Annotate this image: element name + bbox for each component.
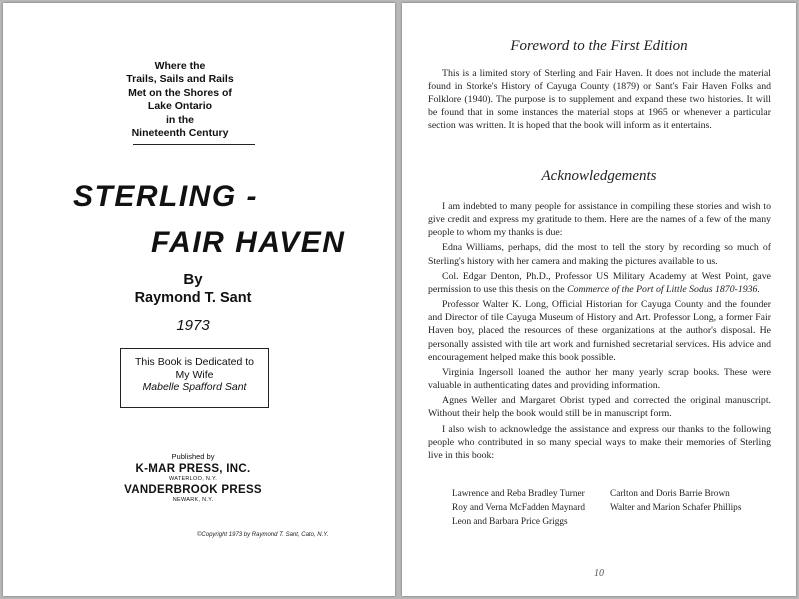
subtitle-line: Trails, Sails and Rails [126,73,234,86]
publisher-location-1: WATERLOO, N.Y. [168,476,218,482]
left-page [3,3,395,596]
publisher-block [103,452,283,504]
thanks-name: Walter and Marion Schafer Phillips [610,503,742,513]
ack-paragraph: Professor Walter K. Long, Official Historian for Cayuga County and the founder and Director of tile Cayuga Museum of History and Art. Professor Long, a former Fair Haven boy, placed the resources of these organizations at the author's disposal. He personally assisted with tile art work and furnished secretarial services. His advice and encouragement helped make this book possible. [428,299,771,363]
ack-paragraph [428,270,771,296]
foreword-heading: Foreword to the First Edition [510,38,688,54]
foreword-text [428,67,771,135]
book-title-line-1: STERLING - [73,180,258,213]
dedication-line: This Book is Dedicated to [134,356,255,368]
publisher-name-1: K-MAR PRESS, INC. [135,463,251,475]
ack-paragraph: Edna Williams, perhaps, did the most to tell the story by recording so much of Sterling's history with her camera and making the pictures available to us. [428,242,771,267]
author-name: Raymond T. Sant [134,290,252,306]
publication-year: 1973 [176,317,210,334]
copyright-notice: ©Copyright 1973 by Raymond T. Sant, Cato, N.Y. [197,532,329,538]
book-title-line-2: FAIR HAVEN [151,226,346,259]
subtitle-line: in the [166,113,194,126]
ack-paragraph: Agnes Weller and Margaret Obrist typed and corrected the original manuscript. Without their help the book would still be in manuscript form. [428,395,771,420]
ack-paragraph: Virginia Ingersoll loaned the author her many yearly scrap books. These were valuable in authenticating dates and providing information. [428,366,771,391]
by-label: By [183,271,203,288]
dedication-name: Mabelle Spafford Sant [142,381,247,393]
thanks-name: Lawrence and Reba Bradley Turner [452,489,585,499]
publisher-name-2: VANDERBROOK PRESS [124,484,262,496]
subtitle-line: Nineteenth Century [131,127,229,140]
subtitle-line: Lake Ontario [147,100,213,113]
acknowledgements-text [428,200,771,464]
ack-paragraph-text: Col. Edgar Denton, Ph.D., Professor US Military Academy at West Point, gave permission to use this thesis on the [428,270,771,295]
dedication-box [120,348,269,408]
subtitle-block [105,60,255,140]
thanks-name: Carlton and Doris Barrie Brown [610,489,730,499]
subtitle-line: Met on the Shores of [128,86,232,99]
thanks-name: Leon and Barbara Price Griggs [452,517,568,527]
right-page [402,3,796,596]
publisher-location-2: NEWARK, N.Y. [172,497,214,503]
published-by-label: Published by [171,452,215,461]
acknowledgements-heading: Acknowledgements [541,168,657,184]
subtitle-line: Where the [154,60,206,72]
foreword-paragraph: This is a limited story of Sterling and Fair Haven. It does not include the material found in Storke's History of Cayuga County (1879) or Sant's Fair Haven Folks and Folklore (1940). The purpose is to supplement and expand these two histories. It will be found that in some instances the material stops at 1965 or whenever a particular section was written. It is hoped that the book will inform as it entertains. [428,68,771,132]
thanks-names-list [452,487,772,529]
dedication-line: My Wife [175,368,214,381]
ack-paragraph: I also wish to acknowledge the assistance and express our thanks to the following people who contributed in so many special ways to make their memories of Sterling live in this book: [428,423,771,461]
thanks-name: Roy and Verna McFadden Maynard [452,503,586,513]
subtitle-divider [133,144,255,145]
ack-paragraph: I am indebted to many people for assistance in compiling these stories and wish to give credit and express my gratitude to them. Here are the names of a few of the many people to whom my thanks is due: [428,201,771,239]
thesis-title: Commerce of the Port of Little Sodus 1870-1936. [567,283,760,295]
page-number: 10 [594,568,604,579]
